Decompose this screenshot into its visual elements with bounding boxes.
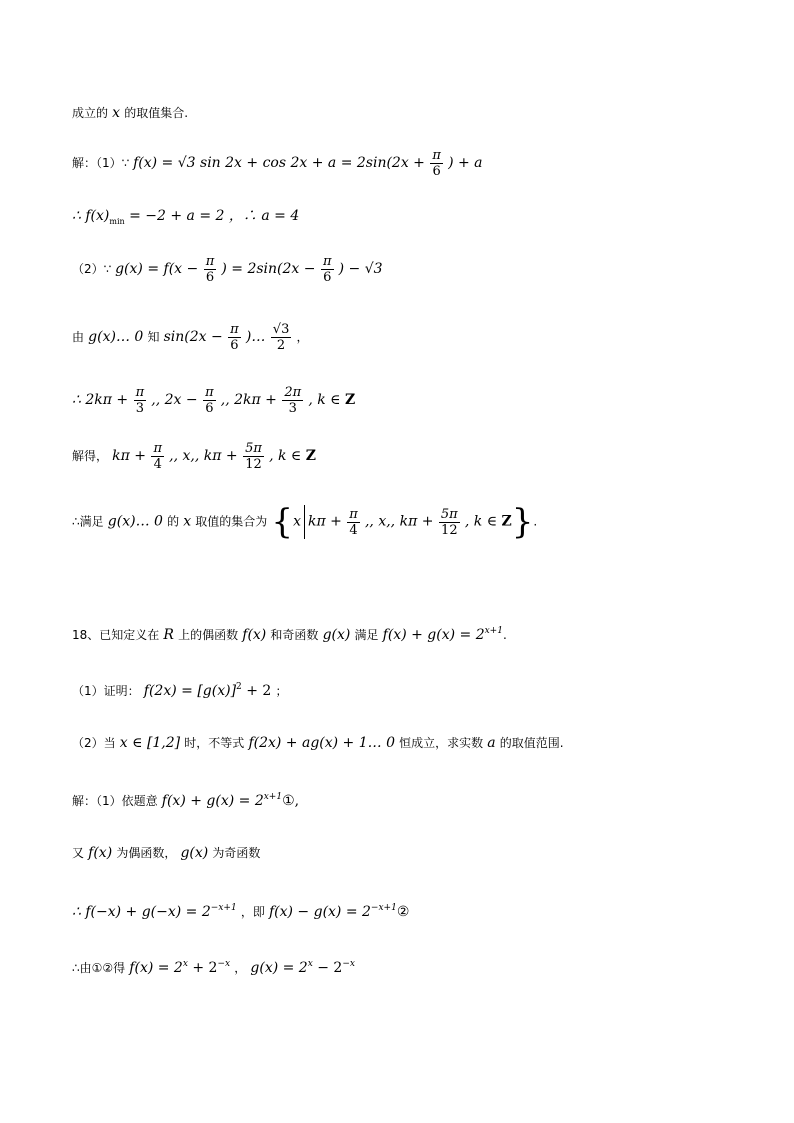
- line-3: ∴ $f(x)_{min} = -2 + a = 2$ ，∴ a = 4: [72, 208, 300, 226]
- line-14: ∴ $f(-x) + g(-x) = 2^{-x+1}$ ，即 $f(x) - g(x) = 2^{-x+1}②$: [72, 903, 410, 920]
- line-7: 解得， kπ + $\frac{\pi}{4}$ ,, x,, kπ + $\frac{5\pi}{12}$ , k ∈ Z: [72, 441, 316, 472]
- fraction: $\frac{5\pi}{12}$: [440, 506, 458, 538]
- fraction: $\frac{\pi}{3}$: [135, 385, 145, 416]
- line-10: （1）证明： $f(2x) = [g(x)]^2 + 2$ ；: [72, 682, 288, 699]
- line-11: （2）当 x ∈ [1,2] 时，不等式 f(2x) + ag(x) + 1… 0 恒成立，求实数 a 的取值范围.: [72, 735, 564, 751]
- fraction: $\frac{√3}{2}$: [272, 322, 290, 353]
- fraction: $\frac{5\pi}{12}$: [245, 441, 262, 472]
- line-1: 成立的 x 的取值集合.: [72, 105, 189, 121]
- fraction: $\frac{2\pi}{3}$: [284, 385, 302, 416]
- fraction: $\frac{\pi}{4}$: [153, 441, 163, 472]
- fraction: $\frac{\pi}{6}$: [432, 148, 441, 179]
- line-6: ∴ 2kπ + $\frac{\pi}{3}$ ,, 2x − $\frac{\pi}{6}$ ,, 2kπ + $\frac{2\pi}{3}$ , k ∈ Z: [72, 385, 356, 416]
- fraction: $\frac{\pi}{4}$: [349, 506, 358, 538]
- fraction: $\frac{\pi}{6}$: [230, 322, 239, 353]
- line-4: （2）∵ g(x) = f(x − $\frac{\pi}{6}$ ) = 2sin(2x − $\frac{\pi}{6}$ ) − √3: [72, 254, 383, 285]
- set-divider: [304, 505, 305, 539]
- right-brace: }: [511, 502, 534, 542]
- line-2: 解：（1）∵ f(x) = √3 sin 2x + cos 2x + a = 2sin(2x + $\frac{\pi}{6}$ ) + a: [72, 148, 483, 179]
- fraction: $\frac{\pi}{6}$: [205, 254, 215, 285]
- line-5: 由 g(x)… 0 知 sin(2x − $\frac{\pi}{6}$ )… $\frac{√3}{2}$ ，: [72, 322, 309, 353]
- fraction: $\frac{\pi}{6}$: [205, 385, 214, 416]
- fraction: $\frac{\pi}{6}$: [322, 254, 332, 285]
- line-9: 18、已知定义在 R 上的偶函数 f(x) 和奇函数 g(x) 满足 $f(x) + g(x) = 2^{x+1}$.: [72, 626, 507, 643]
- line-8: ∴满足 g(x)… 0 的 x 取值的集合为 {x kπ + $\frac{\pi}{4}$ ,, x,, kπ + $\frac{5\pi}{12}$ , k ∈ Z}.: [72, 502, 538, 542]
- left-brace: {: [271, 502, 294, 542]
- line-12: 解：（1）依题意 $f(x) + g(x) = 2^{x+1}①$,: [72, 792, 300, 809]
- line-15: ∴由①②得 $f(x) = 2^x + 2^{-x}$ ， $g(x) = 2^x - 2^{-x}$: [72, 959, 355, 976]
- line-13: 又 f(x) 为偶函数， g(x) 为奇函数: [72, 845, 261, 861]
